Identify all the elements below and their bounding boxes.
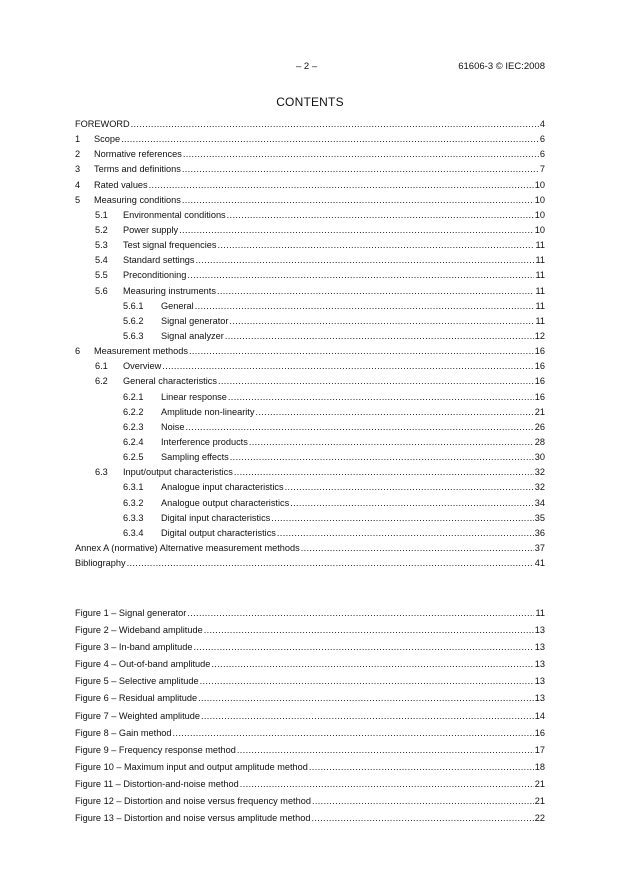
toc-entry-number: 4 [75,179,81,190]
figure-entry-label: Figure 13 – Distortion and noise versus amplitude method [75,813,311,824]
dot-leader [187,268,534,283]
toc-entry[interactable] [75,268,545,283]
dot-leader [311,810,533,827]
toc-entry[interactable] [75,556,545,571]
toc-entry[interactable] [75,147,545,162]
figure-entry-page: 13 [534,693,545,704]
dot-leader [173,725,534,742]
figure-entry-page: 13 [534,659,545,670]
toc-entry[interactable] [75,329,545,344]
toc-entry-number: 6.2.4 [123,436,144,447]
dot-leader [198,690,534,707]
toc-entry-number: 5.1 [95,209,108,220]
toc-entry-number: 6 [75,346,81,357]
figure-entry[interactable] [75,742,545,759]
toc-entry-page: 21 [534,406,545,417]
toc-entry-page: 11 [535,270,545,281]
standard-reference: 61606-3 © IEC:2008 [458,61,545,72]
toc-entry-number: 6.2.5 [123,452,144,463]
figure-entry[interactable] [75,639,545,656]
toc-entry-label: Bibliography [75,558,126,569]
dot-leader [186,420,534,435]
toc-entry-label: Analogue input characteristics [161,482,284,493]
dot-leader [217,284,535,299]
toc-entry-label: Annex A (normative) Alternative measurement methods [75,542,300,553]
toc-entry-page: 10 [534,194,545,205]
page-number: – 2 – [296,61,318,72]
figure-entry-page: 17 [534,744,545,755]
toc-entry[interactable] [75,162,545,177]
figure-entry-label: Figure 8 – Gain method [75,727,172,738]
toc-entry-label: Signal analyzer [161,330,224,341]
dot-leader [227,208,534,223]
figure-entry[interactable] [75,605,545,622]
toc-entry-page: 36 [534,527,545,538]
toc-entry[interactable] [75,132,545,147]
dot-leader [271,511,533,526]
dot-leader [255,405,533,420]
dot-leader [204,622,534,639]
figure-entry[interactable] [75,690,545,707]
figure-entry-label: Figure 3 – In-band amplitude [75,642,193,653]
toc-entry-number: 5 [75,194,81,205]
toc-entry[interactable] [75,450,545,465]
figure-entry-label: Figure 10 – Maximum input and output amplitude method [75,761,308,772]
toc-entry-label: Normative references [94,149,182,160]
toc-entry-page: 10 [534,209,545,220]
dot-leader [183,147,539,162]
toc-entry[interactable] [75,299,545,314]
figure-entry-page: 11 [535,608,545,618]
figure-entry-label: Figure 2 – Wideband amplitude [75,625,203,636]
toc-entry-number: 6.3.1 [123,482,144,493]
toc-entry-number: 6.2.3 [123,421,144,432]
dot-leader [234,465,534,480]
figure-entry-label: Figure 5 – Selective amplitude [75,676,199,687]
toc-entry-page: 30 [534,452,545,463]
dot-leader [230,450,534,465]
page-header [0,61,620,75]
dot-leader [182,162,539,177]
toc-entry-label: Scope [94,134,121,145]
figure-entry-page: 22 [534,813,545,824]
figure-entry-page: 16 [534,727,545,738]
toc-entry-label: Digital input characteristics [161,512,271,523]
toc-entry-number: 6.3.3 [123,512,144,523]
toc-entry-number: 5.6.3 [123,330,144,341]
toc-entry[interactable] [75,511,545,526]
toc-entry-page: 11 [535,300,545,311]
toc-entry-label: Rated values [94,179,148,190]
toc-entry-label: Test signal frequencies [123,240,217,251]
figure-entry[interactable] [75,725,545,742]
dot-leader [127,556,534,571]
dot-leader [211,656,533,673]
figure-entry[interactable] [75,673,545,690]
toc-entry-page: 7 [539,164,545,175]
toc-entry-number: 6.2.1 [123,391,144,402]
toc-entry-page: 12 [534,330,545,341]
toc-entry-label: Measuring conditions [94,194,181,205]
dot-leader [301,541,534,556]
toc-entry-number: 6.3.4 [123,527,144,538]
figure-entry-label: Figure 12 – Distortion and noise versus frequency method [75,796,311,807]
toc-entry-label: Measurement methods [94,346,188,357]
toc-entry-page: 26 [534,421,545,432]
toc-entry-page: 16 [534,361,545,372]
toc-entry-page: 16 [534,376,545,387]
toc-entry-page: 34 [534,497,545,508]
toc-entry-number: 2 [75,149,81,160]
toc-entry[interactable] [75,359,545,374]
toc-entry[interactable] [75,238,545,253]
figure-entry-label: Figure 7 – Weighted amplitude [75,710,200,721]
toc-entry-label: Amplitude non-linearity [161,406,255,417]
toc-entry-page: 6 [539,149,545,160]
figure-entry[interactable] [75,810,545,827]
toc-entry-label: General characteristics [123,376,217,387]
toc-entry-label: Interference products [161,436,248,447]
toc-entry[interactable] [75,390,545,405]
toc-entry[interactable] [75,344,545,359]
toc-entry-label: Measuring instruments [123,285,216,296]
dot-leader [228,390,534,405]
toc-entry[interactable] [75,405,545,420]
figure-entry[interactable] [75,622,545,639]
toc-entry-label: Input/output characteristics [123,467,233,478]
toc-entry-page: 35 [534,512,545,523]
dot-leader [237,742,534,759]
figure-entry[interactable] [75,708,545,725]
toc-entry-page: 41 [534,558,545,569]
dot-leader [229,314,534,329]
toc-entry-number: 6.3.2 [123,497,144,508]
table-of-contents [75,117,545,571]
toc-entry-number: 5.6.1 [123,300,144,311]
figure-entry-page: 21 [534,796,545,807]
dot-leader [312,793,534,810]
toc-entry-label: Analogue output characteristics [161,497,290,508]
toc-entry-label: Digital output characteristics [161,527,276,538]
toc-entry-page: 11 [535,285,545,296]
list-of-figures [75,605,545,827]
toc-entry-page: 11 [535,240,545,251]
figure-entry-label: Figure 1 – Signal generator [75,608,187,618]
figure-entry-label: Figure 11 – Distortion-and-noise method [75,778,239,789]
toc-entry-page: 32 [534,467,545,478]
toc-entry[interactable] [75,253,545,268]
toc-entry-label: Signal generator [161,315,229,326]
dot-leader [179,223,534,238]
figure-entry-page: 13 [534,676,545,687]
figure-entry[interactable] [75,759,545,776]
toc-entry[interactable] [75,480,545,495]
dot-leader [187,605,534,622]
toc-entry-page: 16 [534,346,545,357]
figure-entry-page: 13 [534,642,545,653]
figure-entry[interactable] [75,793,545,810]
toc-entry[interactable] [75,178,545,193]
toc-entry-page: 32 [534,482,545,493]
toc-entry[interactable] [75,314,545,329]
toc-entry-number: 1 [75,134,81,145]
dot-leader [131,117,539,132]
toc-entry-page: 10 [534,224,545,235]
dot-leader [217,238,534,253]
toc-entry-number: 5.5 [95,270,108,281]
toc-entry[interactable] [75,193,545,208]
toc-entry-page: 11 [535,315,545,326]
toc-entry-page: 10 [534,179,545,190]
toc-entry-page: 37 [534,542,545,553]
toc-entry-label: Standard settings [123,255,195,266]
toc-entry-label: Overview [123,361,162,372]
toc-entry-label: Environmental conditions [123,209,226,220]
toc-entry-label: Power supply [123,224,179,235]
figure-entry-page: 21 [534,778,545,789]
dot-leader [309,759,534,776]
toc-entry-label: Noise [161,421,185,432]
dot-leader [290,496,534,511]
toc-entry-page: 4 [539,119,545,129]
dot-leader [162,359,533,374]
dot-leader [200,673,534,690]
toc-entry[interactable] [75,420,545,435]
figure-entry[interactable] [75,656,545,673]
figure-entry-label: Figure 9 – Frequency response method [75,744,236,755]
toc-entry-number: 5.6.2 [123,315,144,326]
dot-leader [189,344,534,359]
dot-leader [277,526,534,541]
toc-entry-number: 3 [75,164,81,175]
dot-leader [225,329,534,344]
toc-entry[interactable] [75,223,545,238]
toc-entry-number: 6.2 [95,376,108,387]
toc-entry[interactable] [75,496,545,511]
toc-entry-number: 5.3 [95,240,108,251]
toc-entry-page: 6 [539,134,545,145]
figure-entry-label: Figure 4 – Out-of-band amplitude [75,659,211,670]
dot-leader [149,178,534,193]
toc-entry-number: 6.2.2 [123,406,144,417]
dot-leader [121,132,539,147]
figure-entry-page: 14 [534,710,545,721]
toc-entry-label: Linear response [161,391,227,402]
dot-leader [182,193,534,208]
toc-entry[interactable] [75,208,545,223]
toc-entry-number: 5.4 [95,255,108,266]
toc-entry-number: 5.2 [95,224,108,235]
toc-entry[interactable] [75,526,545,541]
dot-leader [193,639,533,656]
dot-leader [240,776,534,793]
toc-entry[interactable] [75,435,545,450]
toc-entry-page: 28 [534,436,545,447]
toc-entry[interactable] [75,117,545,132]
page-title: CONTENTS [276,95,344,109]
toc-entry[interactable] [75,541,545,556]
toc-entry-number: 5.6 [95,285,108,296]
figure-entry[interactable] [75,776,545,793]
dot-leader [201,708,534,725]
toc-entry-label: General [161,300,194,311]
toc-entry-label: Terms and definitions [94,164,181,175]
dot-leader [195,299,535,314]
dot-leader [285,480,534,495]
toc-entry-page: 16 [534,391,545,402]
toc-entry[interactable] [75,284,545,299]
figure-entry-page: 18 [534,761,545,772]
figure-entry-page: 13 [534,625,545,636]
toc-entry[interactable] [75,465,545,480]
figure-entry-label: Figure 6 – Residual amplitude [75,693,198,704]
toc-entry-label: Sampling effects [161,452,229,463]
toc-entry-label: FOREWORD [75,119,130,129]
toc-entry-number: 6.1 [95,361,108,372]
dot-leader [218,374,534,389]
toc-entry-page: 11 [535,255,545,266]
toc-entry-number: 6.3 [95,467,108,478]
toc-entry-label: Preconditioning [123,270,187,281]
dot-leader [196,253,535,268]
dot-leader [249,435,534,450]
toc-entry[interactable] [75,374,545,389]
